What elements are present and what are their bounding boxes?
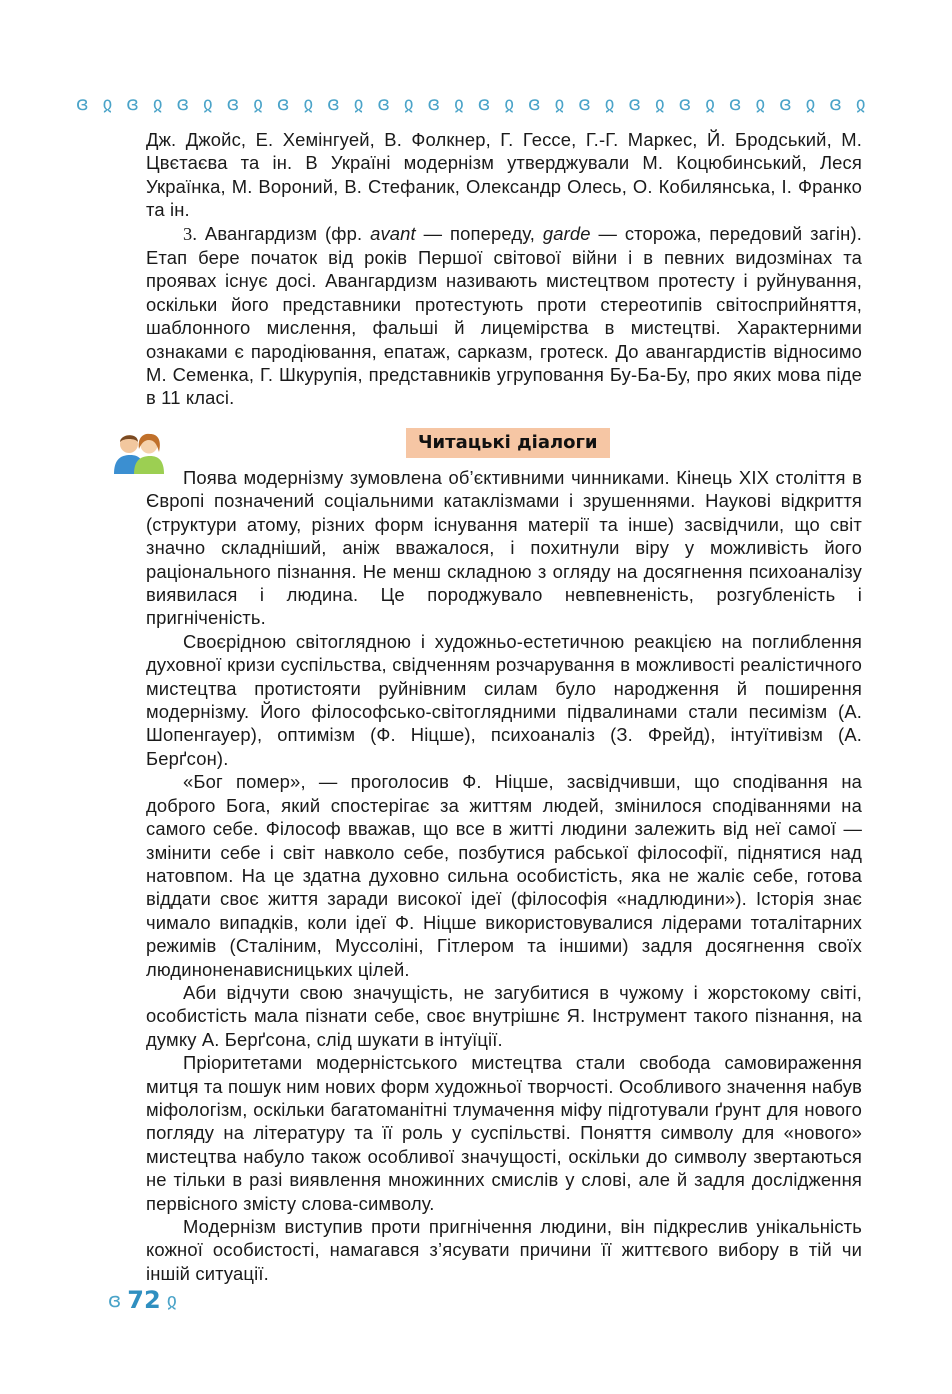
ornament-icon: ɞ <box>76 93 89 115</box>
ornament-icon: ჲ <box>504 93 514 115</box>
ornament-left-icon: ɞ <box>108 1288 122 1312</box>
ornament-icon: ჲ <box>604 93 615 115</box>
paragraph: Пріоритетами модерністського мистецтва стали свобода самовираження митця та пошук ним нових форм художньої творчості. Особливого значення набув міфологізм, оскільки багатоманітні тлумачення міфу підготували ґрунт для нового погляду на літературу та її роль у суспільстві. Поняття символу для «нового» мистецтва набуло також особливої значущості, оскільки до символу звертаються не тільки в разі виявлення множинних смислів у слові, але й задля дослідження первісного змісту слова-символу. <box>146 1052 862 1214</box>
ornament-icon: ɞ <box>628 93 642 115</box>
item-number: 3. <box>183 223 198 244</box>
ornament-icon: ჲ <box>203 93 213 115</box>
paragraph: Дж. Джойс, Е. Хемінгуей, В. Фолкнер, Г. Гессе, Г.-Г. Маркес, Й. Бродський, М. Цвєтаєва та ін. В Україні модернізм утверджували М. Коцюбинський, Леся Українка, М. Вороний, В. Стефаник, Олександр Олесь, О. Кобилянська, І. Франко та ін. <box>146 129 862 221</box>
ornament-icon: ɞ <box>728 93 742 115</box>
paragraph: Своєрідною світоглядною і художньо-естетичною реакцією на поглиблення духовної кризи суспільства, свідченням розчарування в можливості реалістичного мистецтва протистояти руйнівним силам було народження й поширення модернізму. Його філософсько-світоглядними підвалинами стали песимізм (А. Шопенгауер), оптимізм (Ф. Ніцше), психоаналіз (З. Фрейд), інтуїтивізм (А. Берґсон). <box>146 630 862 769</box>
ornament-icon: ɞ <box>578 93 591 115</box>
ornament-icon: ჲ <box>705 93 715 115</box>
ornament-icon: ɞ <box>377 93 390 115</box>
page-number: 72 <box>127 1286 161 1314</box>
ornament-icon: ჲ <box>655 93 665 115</box>
ornament-icon: ɞ <box>226 93 240 115</box>
paragraph-avantgarde <box>146 222 862 410</box>
text-span: — попереду, <box>415 222 543 244</box>
ornament-icon: ɞ <box>779 93 792 115</box>
ornament-icon: ჲ <box>102 93 113 115</box>
ornament-icon: ɞ <box>427 93 441 115</box>
section-heading: Читацькі діалоги <box>406 428 610 458</box>
ornament-icon: ɞ <box>176 93 190 115</box>
ornament-icon: ჲ <box>303 93 314 115</box>
ornament-icon: ჲ <box>855 93 866 115</box>
ornament-icon: ɞ <box>276 93 290 115</box>
ornament-icon: ჲ <box>152 93 163 115</box>
paragraph: «Бог помер», — проголосив Ф. Ніцше, засвідчивши, що сподівання на доброго Бога, який спостерігає за життям людей, змінилося сподіваннями на самого себе. Філософ вважав, що все в житті людини залежить від неї самої — змінити себе і світ навколо себе, позбутися рабської філософії, піднятися над натовпом. На це здатна духовно сильна особистість, яка не жаліє себе, готова віддати своє життя заради високої ідеї (філософія «надлюдини»). Історія знає чимало випадків, коли ідеї Ф. Ніцше використовувалися лідерами тоталітарних режимів (Сталіним, Муссоліні, Гітлером та іншими) задля досягнення своїх людиноненависницьких цілей. <box>146 771 862 980</box>
ornament-icon: ჲ <box>353 93 364 115</box>
paragraph: Модернізм виступив проти пригнічення людини, він підкреслив унікальність кожної особистості, намагався з’ясувати причини її життєвого вибору в тій чи іншій ситуації. <box>146 1216 862 1284</box>
ornament-icon: ჲ <box>755 93 766 115</box>
text-block-top <box>146 128 862 410</box>
ornament-icon: ɞ <box>829 93 842 115</box>
ornament-icon: ჲ <box>554 93 565 115</box>
ornament-icon: ɞ <box>327 93 340 115</box>
text-block-main <box>146 466 862 1285</box>
paragraph: Поява модернізму зумовлена об’єктивними чинниками. Кінець XIX століття в Європі позначений соціальними катаклізмами і зрушеннями. Наукові відкриття (структури атому, різних форм існування матерії та інше) засвідчили, що світ значно складніший, аніж вважалося, і похитнули віру у можливість його раціонального пізнання. Не менш складною з огляду на досягнення психоаналізу виявилася і людина. Це породжувало невпевненість, розгубленість і пригніченість. <box>146 467 862 629</box>
ornament-icon: ჲ <box>403 93 414 115</box>
term-garde: garde <box>542 222 591 244</box>
paragraph: Аби відчути свою значущість, не загубитися в чужому і жорстокому світі, особистість мала пізнати себе, своє внутрішнє Я. Інструмент такого пізнання, на думку А. Берґсона, слід шукати в інтуїції. <box>146 981 862 1050</box>
ornament-icon: ჲ <box>805 93 816 115</box>
text-span: Авангардизм (фр. <box>197 222 371 244</box>
ornament-icon: ɞ <box>527 93 541 115</box>
ornament-icon: ჲ <box>253 93 263 115</box>
term-avant: avant <box>370 222 416 244</box>
ornament-right-icon: ჲ <box>166 1288 177 1312</box>
ornament-icon: ɞ <box>126 93 139 115</box>
ornament-icon: ჲ <box>454 93 464 115</box>
ornament-icon: ɞ <box>477 93 491 115</box>
ornament-icon: ɞ <box>678 93 692 115</box>
ornament-band <box>76 92 866 116</box>
text-span: — сторожа, передовий загін). Етап бере початок від років Першої світової війни і в певних видозмінах та проявах існує досі. Авангардизм називають мистецтвом протесту і руйнування, оскільки його представники протестують проти стереотипів світосприйняття, шаблонного мислення, фальші й лицемірства в мистецтві. Характерними ознаками є пародіювання, епатаж, сарказм, гротеск. До авангардистів відносимо М. Семенка, Г. Шкурупія, представників угруповання Бу-Ба-Бу, про яких мова піде в 11 класі. <box>146 222 862 409</box>
page-footer <box>108 1284 177 1316</box>
